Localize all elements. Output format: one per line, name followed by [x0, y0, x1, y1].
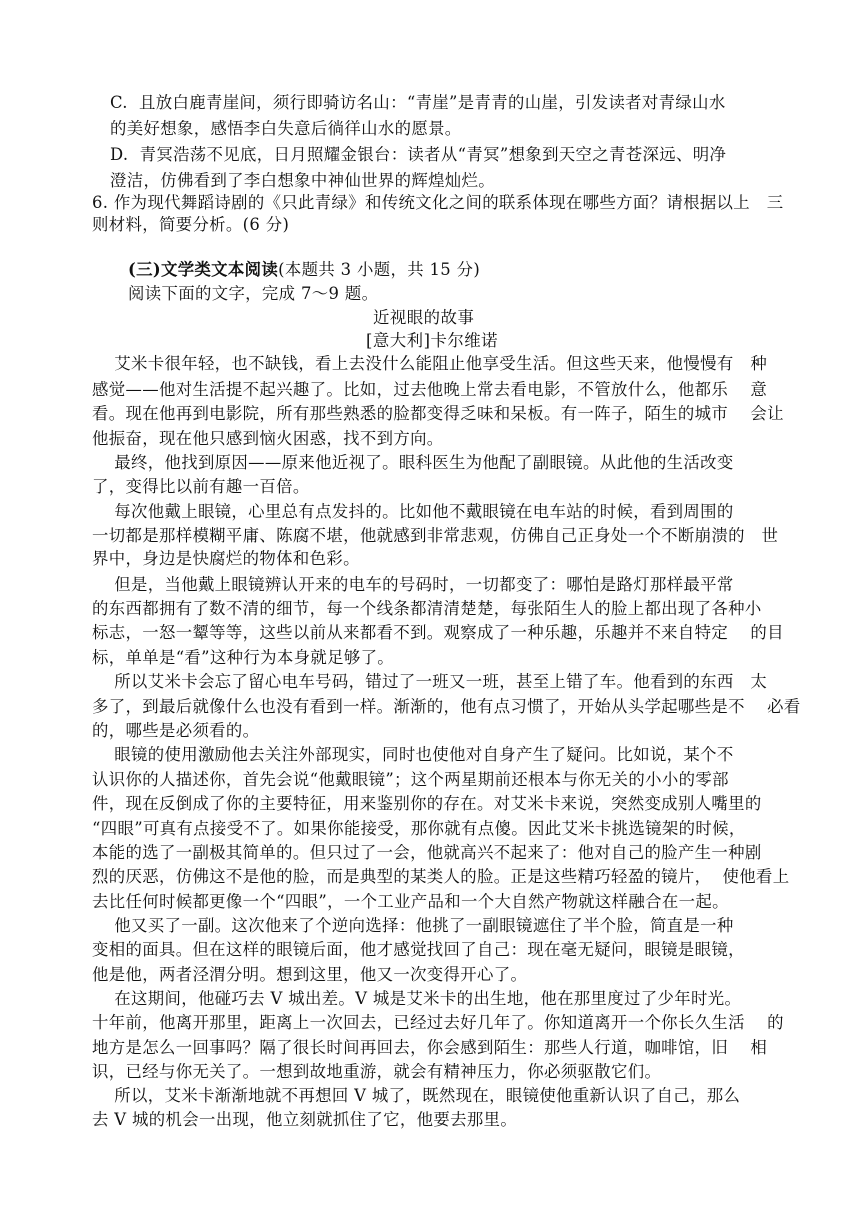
text-line: 他振奋，现在他只感到恼火困惑，找不到方向。 [92, 429, 444, 448]
story-author: [意大利]卡尔维诺 [366, 331, 499, 350]
text-line: 地方是怎么一回事吗？隔了很长时间再回去，你会感到陌生：那些人行道，咖啡馆，旧 相 [92, 1038, 768, 1057]
text-line: 烈的厌恶，仿佛这不是他的脸，而是典型的某类人的脸。正是这些精巧轻盈的镜片， 使他看上 [92, 867, 790, 886]
text-line: 多了，到最后就像什么也没有看到一样。渐渐的，他有点习惯了，开始从头学起哪些是不 必看 [92, 697, 801, 716]
text-line: 每次他戴上眼镜，心里总有点发抖的。比如他不戴眼镜在电车站的时候，看到周围的 [92, 502, 734, 521]
text-line: 的东西都拥有了数不清的细节，每一个线条都清清楚楚，每张陌生人的脸上都出现了各种小 [92, 599, 762, 618]
text-line: 感觉——他对生活提不起兴趣了。比如，过去他晚上常去看电影，不管放什么，他都乐 意 [92, 380, 768, 399]
section-heading-bold: (三)文学类文本阅读 [128, 260, 279, 279]
text-line: 标，单单是“看”这种行为本身就足够了。 [92, 648, 395, 667]
text-line: 变相的面具。但在这样的眼镜后面，他才感觉找回了自己：现在毫无疑问，眼镜是眼镜， [92, 940, 745, 959]
text-line: 所以，艾米卡渐渐地就不再想回 V 城了，既然现在，眼镜使他重新认识了自己，那么 [92, 1086, 741, 1105]
text-line: 艾米卡很年轻，也不缺钱，看上去没什么能阻止他享受生活。但这些天来，他慢慢有 种 [92, 354, 768, 373]
text-line: 看。现在他再到电影院，所有那些熟悉的脸都变得乏味和呆板。有一阵子，陌生的城市 会让 [92, 404, 784, 423]
reading-instruction: 阅读下面的文字，完成 7～9 题。 [128, 284, 379, 303]
text-line: 眼镜的使用激励他去关注外部现实，同时也使他对自身产生了疑问。比如说，某个不 [92, 745, 734, 764]
text-line: 他是他，两者泾渭分明。想到这里，他又一次变得开心了。 [92, 965, 528, 984]
option-c-line-1: C. 且放白鹿青崖间，须行即骑访名山：“青崖”是青青的山崖，引发读者对青绿山水 [110, 93, 726, 112]
section-heading [128, 258, 480, 282]
text-line: 界中，身边是快腐烂的物体和色彩。 [92, 549, 360, 568]
text-line: 但是，当他戴上眼镜辨认开来的电车的号码时，一切都变了：哪怕是路灯那样最平常 [92, 575, 734, 594]
option-d-line-2: 澄洁，仿佛看到了李白想象中神仙世界的辉煌灿烂。 [110, 171, 496, 190]
text-line: 一切都是那样模糊平庸、陈腐不堪，他就感到非常悲观，仿佛自己正身处一个不断崩溃的 世 [92, 526, 779, 545]
text-line: 识，已经与你无关了。一想到故地重游，就会有精神压力，你必须驱散它们。 [92, 1062, 662, 1081]
text-line: 十年前，他离开那里，距离上一次回去，已经过去好几年了。你知道离开一个你长久生活 的 [92, 1013, 784, 1032]
option-d-line-1: D. 青冥浩荡不见底，日月照耀金银台：读者从“青冥”想象到天空之青苍深远、明净 [110, 145, 727, 164]
text-line: 的，哪些是必须看的。 [92, 721, 260, 740]
text-line: 他又买了一副。这次他来了个逆向选择：他挑了一副眼镜遮住了半个脸，简直是一种 [92, 916, 734, 935]
story-title: 近视眼的故事 [373, 308, 475, 327]
text-line: 了，变得比以前有趣一百倍。 [92, 477, 310, 496]
text-line: 件，现在反倒成了你的主要特征，用来鉴别你的存在。对艾米卡来说，突然变成别人嘴里的 [92, 794, 762, 813]
text-line: 去 V 城的机会一出现，他立刻就抓住了它，他要去那里。 [92, 1110, 518, 1129]
option-c-line-2: 的美好想象，感悟李白失意后徜徉山水的愿景。 [110, 119, 462, 138]
question-6-line-1: 6. 作为现代舞蹈诗剧的《只此青绿》和传统文化之间的联系体现在哪些方面？请根据以上 三 [92, 193, 784, 212]
text-line: 在这期间，他碰巧去 V 城出差。V 城是艾米卡的出生地，他在那里度过了少年时光。 [92, 989, 742, 1008]
text-line: 认识你的人描述你，首先会说“他戴眼镜”；这个两星期前还根本与你无关的小小的零部 [92, 770, 729, 789]
question-6-line-2: 则材料，简要分析。(6 分) [92, 215, 290, 234]
text-line: 最终，他找到原因——原来他近视了。眼科医生为他配了副眼镜。从此他的生活改变 [92, 453, 734, 472]
section-heading-rest: (本题共 3 小题，共 15 分) [278, 260, 481, 279]
text-line: 标志，一怒一颦等等，这些以前从来都看不到。观察成了一种乐趣，乐趣并不来自特定 的目 [92, 623, 784, 642]
text-line: “四眼”可真有点接受不了。如果你能接受，那你就有点傻。因此艾米卡挑选镜架的时候， [92, 819, 746, 838]
text-line: 所以艾米卡会忘了留心电车号码，错过了一班又一班，甚至上错了车。他看到的东西 太 [92, 672, 768, 691]
text-line: 去比任何时候都更像一个“四眼”，一个工业产品和一个大自然产物就这样融合在一起。 [92, 892, 729, 911]
text-line: 本能的选了一副极其简单的。但只过了一会，他就高兴不起来了：他对自己的脸产生一种剧 [92, 843, 762, 862]
